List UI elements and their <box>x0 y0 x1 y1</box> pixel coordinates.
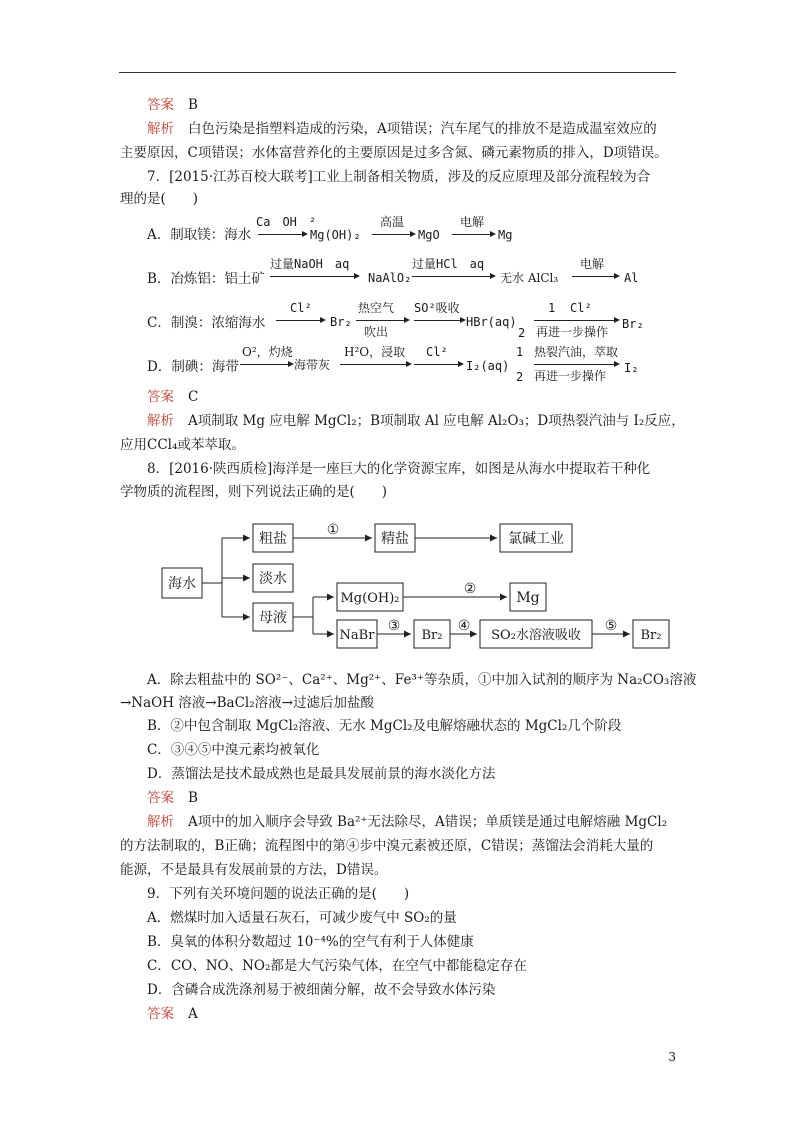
mg-label: Mg <box>516 590 540 606</box>
br2-label-b: Br₂ <box>640 628 662 643</box>
q7-optC-cond4: Cl² <box>570 301 592 315</box>
q7-analysis-line2: 应用CCl₄或苯萃取。 <box>120 437 245 453</box>
q8-analysis-line1: 解析 A项中的加入顺序会导致 Ba²⁺无法除尽，A错误；单质镁是通过电解熔融 MgCl₂ <box>147 814 668 830</box>
q8-analysis-line2: 的方法制取的，B正确；流程图中的第④步中溴元素被还原，C错误；蒸馏法会消耗大量的 <box>120 838 654 854</box>
q7-optD-cond4b: 再进一步操作 <box>534 369 607 383</box>
q7-optA-reagent: Ca OH ² <box>256 215 317 229</box>
q7-optD-p1: 海带灰 <box>294 358 331 372</box>
q8-answer: 答案 B <box>147 790 198 806</box>
q7-optC-cond2: 热空气 <box>358 301 395 315</box>
q7-optC-p3: HBr(aq) <box>466 315 517 329</box>
q7-optA-p1: Mg(OH)₂ <box>310 228 361 242</box>
q7-analysis-line1: 解析 A项制取 Mg 应电解 MgCl₂；B项制取 Al 应电解 Al₂O₃；D项热裂汽油与 I₂反应， <box>147 413 685 429</box>
q7-optC-p1: Br₂ <box>330 315 352 329</box>
q8-optD: D．蒸馏法是技术最成熟也是最具发展前景的海水淡化方法 <box>147 766 496 782</box>
q9-optA: A．燃煤时加入适量石灰石，可减少废气中 SO₂的量 <box>147 910 457 926</box>
q6-analysis-line2: 主要原因，C项错误；水体富营养化的主要原因是过多含氮、磷元素物质的排入，D项错误。 <box>120 145 668 161</box>
q7-stem-line2: 理的是( ) <box>120 191 199 207</box>
q7-optD-label: D．制碘：海带 <box>147 359 239 375</box>
q7-optD-p4: I₂ <box>624 361 639 375</box>
nabr-label: NaBr <box>339 628 375 643</box>
seawater-label: 海水 <box>168 576 196 592</box>
q7-optD-p3: I₂(aq) <box>466 359 510 373</box>
mgoh2-label: Mg(OH)₂ <box>340 591 400 606</box>
q7-optD-cond4: 热裂汽油，萃取 <box>534 345 619 359</box>
fresh-water-label: 淡水 <box>259 571 287 587</box>
q7-optC-cond3: SO²吸收 <box>414 301 460 315</box>
q8-stem-line2: 学物质的流程图，则下列说法正确的是( ) <box>120 484 388 500</box>
q7-optC-label: C．制溴：浓缩海水 <box>147 315 266 331</box>
q7-optB-label: B．冶炼铝：铝土矿 <box>147 271 265 287</box>
step2-label: ② <box>463 581 477 597</box>
q7-optA-cond3: 电解 <box>460 215 485 229</box>
answer-label: 答案 <box>147 97 174 113</box>
crude-salt-label: 粗盐 <box>259 531 287 547</box>
q7-optC-cond4b: 再进一步操作 <box>536 325 609 339</box>
q6-answer: 答案 B <box>147 97 198 113</box>
q7-optB-p2: 无水 AlCl₃ <box>500 271 559 285</box>
q7-optB-cond1: 过量NaOH aq <box>270 257 350 271</box>
step5-label: ⑤ <box>604 618 618 634</box>
q7-optB-cond3: 电解 <box>580 257 605 271</box>
q7-optC-cond1: Cl² <box>290 301 312 315</box>
mother-liquor-label: 母液 <box>259 610 287 626</box>
q7-answer: 答案 C <box>147 389 199 405</box>
q7-stem-line1: 7．[2015·江苏百校大联考]工业上制备相关物质，涉及的反应原理及部分流程较为合 <box>147 169 651 185</box>
q9-answer: 答案 A <box>147 1006 198 1022</box>
q9-optD: D．含磷合成洗涤剂易于被细菌分解，故不会导致水体污染 <box>147 982 496 998</box>
q7-optB-cond2: 过量HCl aq <box>412 257 485 271</box>
q8-analysis-line3: 能源，不是最具有发展前景的方法，D错误。 <box>120 862 388 878</box>
q9-stem: 9．下列有关环境问题的说法正确的是( ) <box>147 886 410 902</box>
q7-optC-cond2b: 吹出 <box>364 325 389 339</box>
q7-optD-cond3: Cl² <box>426 345 448 359</box>
q8-optC: C．③④⑤中溴元素均被氧化 <box>147 742 320 758</box>
branch-line <box>293 597 313 634</box>
q8-optA-line1: A．除去粗盐中的 SO²⁻、Ca²⁺、Mg²⁺、Fe³⁺等杂质，①中加入试剂的顺序为 Na₂CO₃溶液 <box>147 672 697 688</box>
q9-optC: C．CO、NO、NO₂都是大气污染气体，在空气中都能稳定存在 <box>147 958 527 974</box>
q7-optD-cond2: H²O，浸取 <box>344 345 406 359</box>
branch-line <box>202 538 222 617</box>
q7-optC-p4: Br₂ <box>622 317 644 331</box>
so2-absorb-label: SO₂水溶液吸收 <box>491 628 581 643</box>
q7-optC-step2: 2 <box>518 326 526 340</box>
q8-optB: B．②中包含制取 MgCl₂溶液、无水 MgCl₂及电解熔融状态的 MgCl₂几个阶段 <box>147 718 622 734</box>
refined-salt-label: 精盐 <box>381 531 409 547</box>
analysis-label: 解析 <box>147 121 174 137</box>
page-number: 3 <box>668 1050 676 1064</box>
q7-optA-cond2: 高温 <box>380 215 405 229</box>
q8-optA-line2: →NaOH 溶液→BaCl₂溶液→过滤后加盐酸 <box>120 695 374 711</box>
q7-optA-p3: Mg <box>498 228 513 242</box>
br2-label-a: Br₂ <box>421 628 443 643</box>
q9-optB: B．臭氧的体积分数超过 10⁻⁴%的空气有利于人体健康 <box>147 934 474 950</box>
q7-optA-p2: MgO <box>418 228 440 242</box>
q7-optB-p1: NaAlO₂ <box>368 271 412 285</box>
q7-optB-p3: Al <box>624 271 639 285</box>
q7-optD-step2: 2 <box>516 370 524 384</box>
chlor-alkali-label: 氯碱工业 <box>508 531 564 547</box>
step1-label: ① <box>326 522 340 538</box>
q8-stem-line1: 8．[2016·陕西质检]海洋是一座巨大的化学资源宝库，如图是从海水中提取若干种化 <box>147 461 651 477</box>
q7-optC-step1: 1 <box>548 301 556 315</box>
step3-label: ③ <box>387 618 401 634</box>
q6-analysis-line1: 解析 白色污染是指塑料造成的污染，A项错误；汽车尾气的排放不是造成温室效应的 <box>147 121 657 137</box>
q7-optD-step1: 1 <box>516 345 524 359</box>
q7-optA-label: A．制取镁：海水 <box>147 227 252 243</box>
step4-label: ④ <box>457 618 471 634</box>
q7-optD-cond1: O²，灼烧 <box>242 345 293 359</box>
